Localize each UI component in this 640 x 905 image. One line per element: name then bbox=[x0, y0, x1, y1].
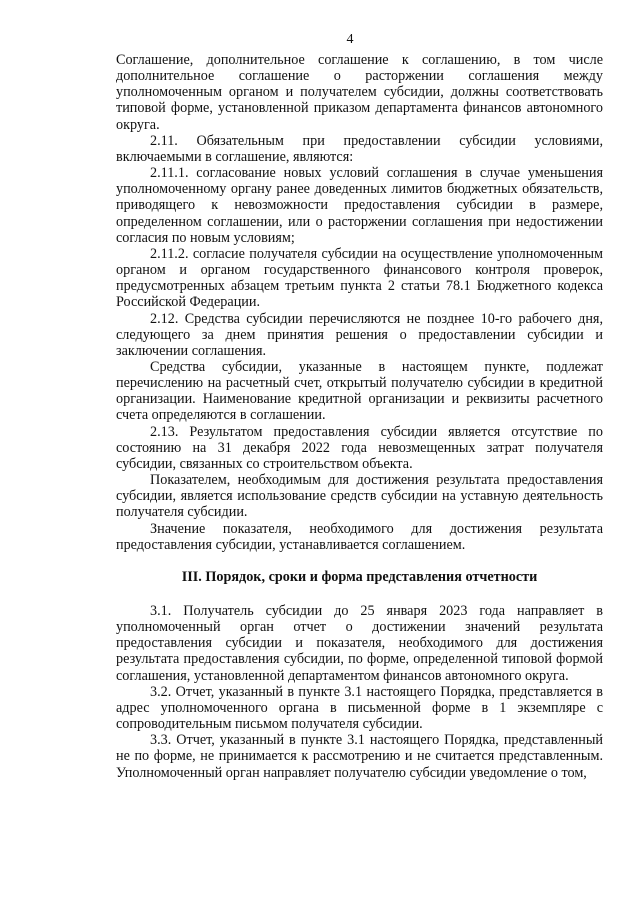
paragraph-2-12: 2.12. Средства субсидии перечисляются не позднее 10-го рабочего дня, следующего за днем принятия решения о предоставлении субсидии и заключении соглашения. bbox=[116, 310, 603, 359]
paragraph-2-12-b: Средства субсидии, указанные в настоящем пункте, подлежат перечислению на расчетный счет, открытый получателю субсидии в кредитной организации. Наименование кредитной организации и реквизиты расчетного счета определяются в соглашении. bbox=[116, 358, 603, 424]
document-body bbox=[116, 52, 603, 781]
paragraph-2-11: 2.11. Обязательным при предоставлении субсидии условиями, включаемыми в соглашение, являются: bbox=[116, 132, 603, 165]
paragraph-3-2: 3.2. Отчет, указанный в пункте 3.1 настоящего Порядка, представляется в адрес уполномоченного органа в письменной форме в 1 экземпляре с сопроводительным письмом получателя субсидии. bbox=[116, 683, 603, 733]
paragraph-2-11-1: 2.11.1. согласование новых условий соглашения в случае уменьшения уполномоченному органу ранее доведенных лимитов бюджетных обязательств, приводящего к невозможности предоставления субсидии в размере, определенном соглашении, или о расторжении соглашения при недостижении согласия по новым условиям; bbox=[116, 165, 603, 246]
paragraph-2-11-2: 2.11.2. согласие получателя субсидии на осуществление уполномоченным органом и органом государственного финансового контроля проверок, предусмотренных абзацем третьим пункта 2 статьи 78.1 Бюджетного кодекса Российской Федерации. bbox=[116, 245, 603, 311]
paragraph-3-3: 3.3. Отчет, указанный в пункте 3.1 настоящего Порядка, представленный не по форме, не принимается к рассмотрению и не считается представленным. Уполномоченный орган направляет получателю субсидии уведомление о том, bbox=[116, 732, 603, 781]
paragraph-2-13-c: Значение показателя, необходимого для достижения результата предоставления субсидии, устанавливается соглашением. bbox=[116, 520, 603, 553]
paragraph-2-13: 2.13. Результатом предоставления субсидии является отсутствие по состоянию на 31 декабря 2022 года невозмещенных затрат получателя субсидии, связанных со строительством объекта. bbox=[116, 423, 603, 472]
paragraph-2-13-b: Показателем, необходимым для достижения результата предоставления субсидии, является использование средств субсидии на уставную деятельность получателя субсидии. bbox=[116, 472, 603, 521]
page-number: 4 bbox=[346, 32, 354, 47]
paragraphs-after-section bbox=[116, 603, 603, 781]
paragraph-intro: Соглашение, дополнительное соглашение к соглашению, в том числе дополнительное соглашение о расторжении соглашения между уполномоченным органом и получателем субсидии, должны соответствовать типовой форме, установленной приказом департамента финансов автономного округа. bbox=[116, 52, 603, 133]
paragraphs-before-section bbox=[116, 52, 603, 553]
paragraph-3-1: 3.1. Получатель субсидии до 25 января 2023 года направляет в уполномоченный орган отчет о достижении значений результата предоставления субсидии и показателя, необходимого для достижения результата предоставления субсидии, по форме, определенной типовой формой соглашения, установленной департаментом финансов автономного округа. bbox=[116, 603, 603, 684]
section-heading: III. Порядок, сроки и форма представления отчетности bbox=[181, 568, 538, 585]
